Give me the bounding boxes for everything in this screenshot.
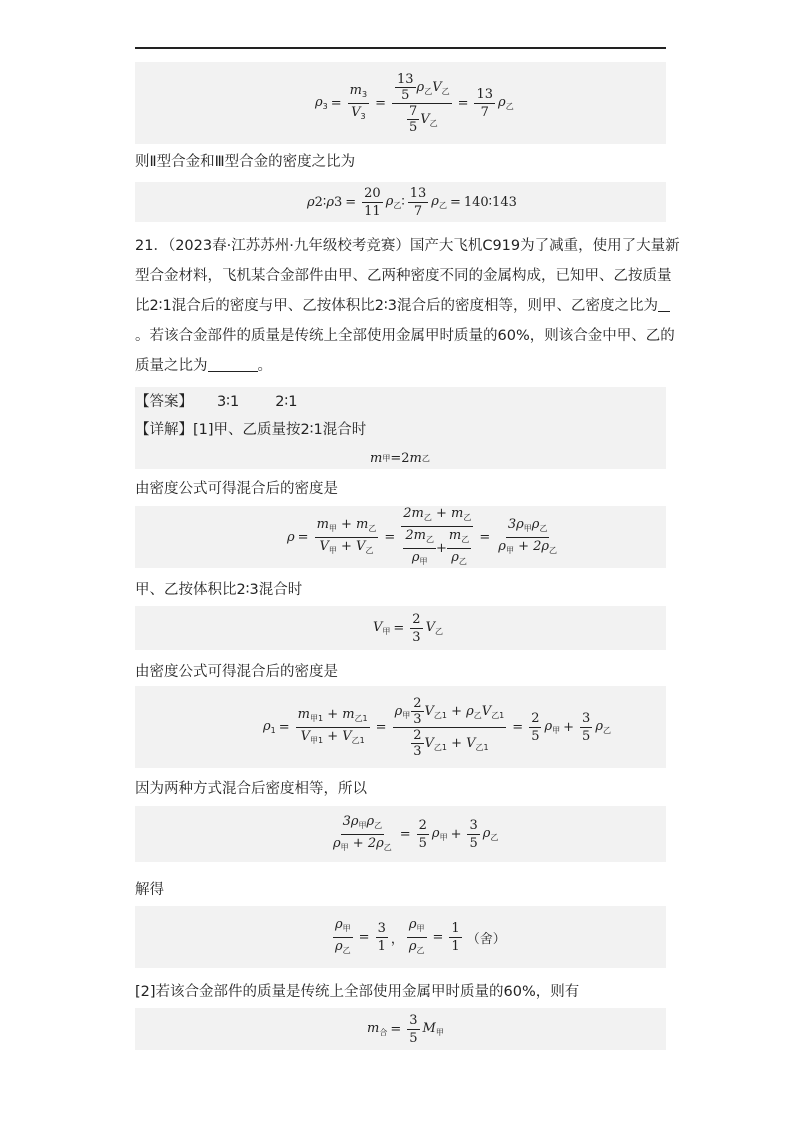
part2-text: [2]若该合金部件的质量是传统上全部使用金属甲时质量的60%，则有 (135, 984, 580, 1000)
formula-mass-relation: m 甲 =2 m 乙 (370, 450, 430, 466)
formula-solution: $\frac{\rho_甲}{\rho_乙}$ = $\frac{3}{1}$ ， $\frac{\rho_甲}{\rho_乙}$ = $\frac{1}{1}$ （舍） (135, 906, 666, 968)
formula-rho1: $\rho_1$ = $\frac{m_{甲1} + m_{乙1}}{V_{甲1} + V_{乙1}}$ = $\rho_甲$ $\frac{2}{3}$ $V_{乙1} + \rho_乙V_{乙1}$ $\frac{2}{3}$ $V_{乙1} + V_{乙1}$ = $\frac{2}{5}$ $\rho_甲$ + $\frac{3}{5}$ $\rho_乙$ (135, 686, 666, 768)
q21-line5-suffix: 。 (257, 358, 272, 374)
answer-line (135, 392, 297, 412)
answer-blank-2 (208, 357, 258, 372)
q21-line4: 。若该合金部件的质量是传统上全部使用金属甲时质量的60%，则该合金中甲、乙的 (135, 328, 675, 344)
formula-volume-relation: $V_甲$ = $\frac{2}{3}$ $V_乙$ (135, 606, 666, 650)
q21-line5 (135, 356, 272, 376)
formula-rho3: $\rho_3$ = $\frac{m_3}{V_3}$ = $\frac{13}{5}$ $\rho_乙V_乙$ $\frac{7}{5}$ $V_乙$ = $\frac{13}{7}$ $\rho_乙$ (135, 62, 666, 144)
formula-mass-alloy: $m_合$ = $\frac{3}{5}$ $M_甲$ (135, 1008, 666, 1050)
result-ratio: 140∶143 (463, 194, 517, 210)
q21-line2: 型合金材料，飞机某合金部件由甲、乙两种密度不同的金属构成，已知甲、乙按质量 (135, 268, 672, 284)
formula-rho-mass: ρ = $\frac{m_甲 + m_乙}{V_甲 + V_乙}$ = $2m_乙 + m_乙$ $\frac{2m_乙}{\rho_甲}$ + $\frac{m_乙}{\rho_乙}$ = $\frac{3\rho_甲\rho_乙}{\rho_甲 + 2\rho_乙}$ (135, 506, 666, 568)
formula-equality: $\frac{3\rho_甲\rho_乙}{\rho_甲 + 2\rho_乙}$ = $\frac{2}{5}$ $\rho_甲$ + $\frac{3}{5}$ $\rho_乙$ (135, 806, 666, 862)
discard-note: （舍） (466, 931, 506, 947)
mass-density-text: 由密度公式可得混合后的密度是 (135, 481, 338, 497)
answer-value-1: 3∶1 (217, 394, 240, 410)
answer-label: 【答案】 (135, 394, 193, 410)
q21-number: 21． (135, 238, 168, 254)
detail-intro (135, 420, 366, 440)
q21-text: 国产大飞机C919为了减重，使用了大量新 (409, 238, 680, 254)
volume-density-text: 由密度公式可得混合后的密度是 (135, 664, 338, 680)
detail-label: 【详解】 (135, 422, 193, 438)
equal-reason-text: 因为两种方式混合后密度相等，所以 (135, 781, 367, 797)
solve-text: 解得 (135, 882, 164, 898)
detail-intro-text: [1]甲、乙质量按2∶1混合时 (193, 422, 367, 438)
formula-ratio: ρ 2∶ ρ 3 = $\frac{20}{11}$ $\rho_乙$ ∶ $\frac{13}{7}$ $\rho_乙$ = 140∶143 (135, 182, 666, 222)
header-rule (135, 47, 666, 49)
answer-value-2: 2∶1 (275, 394, 298, 410)
q21-line3 (135, 296, 670, 316)
q21-source: （2023春·江苏苏州·九年级校考竞赛） (167, 238, 410, 254)
q21-line1 (135, 236, 680, 256)
volume-case-text: 甲、乙按体积比2∶3混合时 (135, 582, 303, 598)
answer-blank-1 (658, 297, 670, 312)
q21-line3-text: 比2∶1混合后的密度与甲、乙按体积比2∶3混合后的密度相等，则甲、乙密度之比为 (135, 298, 658, 314)
ratio-sentence: 则Ⅱ型合金和Ⅲ型合金的密度之比为 (135, 154, 356, 170)
q21-line5-prefix: 质量之比为 (135, 358, 208, 374)
